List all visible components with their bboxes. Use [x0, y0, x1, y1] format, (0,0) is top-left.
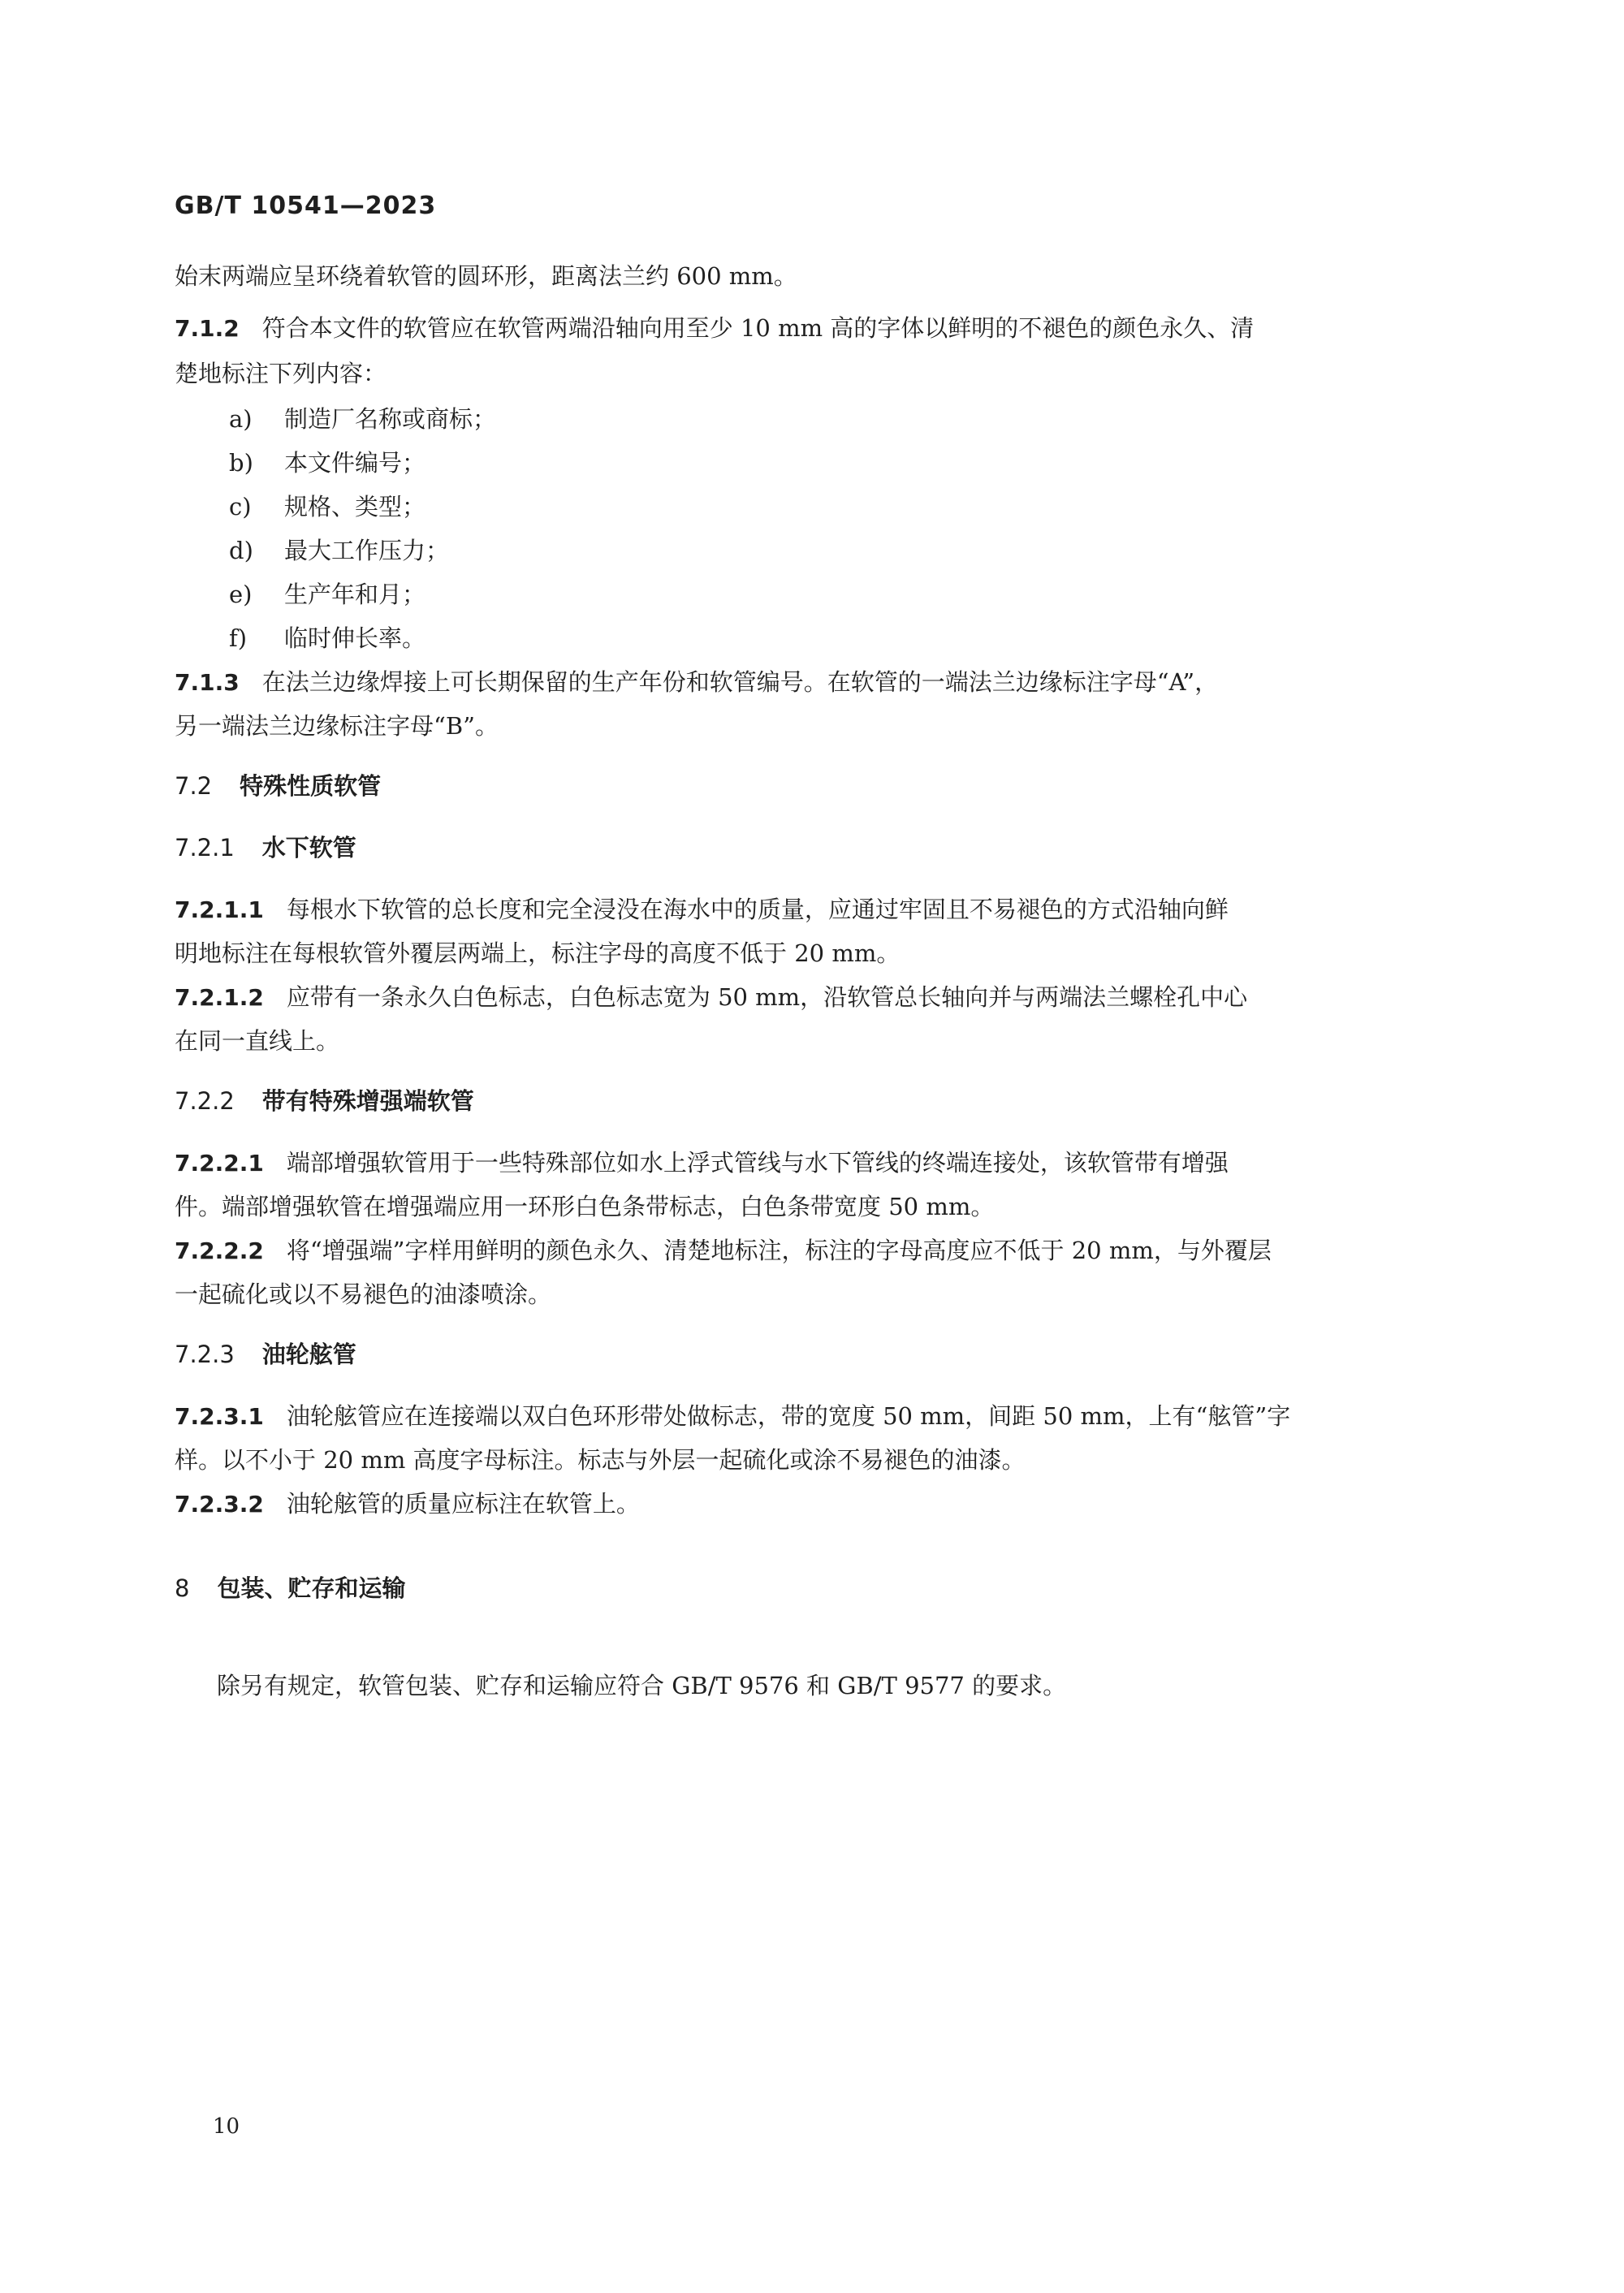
paragraph-line	[175, 1190, 994, 1223]
list-marker: b)	[229, 449, 253, 477]
list-text: 规格、类型；	[284, 493, 426, 520]
heading-title: 油轮舷管	[261, 1341, 356, 1368]
clause-text: 油轮舷管应在连接端以双白色环形带处做标志，带的宽度 50 mm，间距 50 mm，上有“舷管”字	[286, 1402, 1291, 1430]
heading-number: 7.2.2	[175, 1087, 235, 1115]
list-text: 最大工作压力；	[284, 537, 450, 564]
clause-7-1-2	[175, 312, 1254, 345]
section-heading-7-2	[175, 770, 381, 802]
list-item	[229, 447, 425, 479]
page-number: 10	[213, 2114, 240, 2139]
list-item	[229, 622, 425, 654]
list-text: 本文件编号；	[284, 449, 426, 477]
section-heading-7-2-3	[175, 1338, 356, 1371]
text: 楚地标注下列内容：	[175, 360, 387, 387]
clause-number: 7.2.2.1	[175, 1150, 264, 1177]
heading-title: 包装、贮存和运输	[217, 1574, 406, 1602]
clause-7-2-1-2	[175, 981, 1247, 1014]
section-heading-7-2-1	[175, 831, 356, 864]
clause-text: 端部增强软管用于一些特殊部位如水上浮式管线与水下管线的终端连接处，该软管带有增强	[286, 1149, 1229, 1177]
list-marker: c)	[229, 493, 252, 520]
heading-title: 特殊性质软管	[240, 772, 382, 800]
clause-number: 7.2.2.2	[175, 1237, 264, 1264]
text: 除另有规定，软管包装、贮存和运输应符合 GB/T 9576 和 GB/T 9577 的要求。	[217, 1672, 1067, 1699]
heading-number: 7.2.1	[175, 834, 235, 861]
clause-7-2-3-2	[175, 1488, 640, 1521]
paragraph-8	[217, 1669, 1066, 1702]
heading-title: 水下软管	[261, 834, 356, 861]
text: 件。端部增强软管在增强端应用一环形白色条带标志，白色条带宽度 50 mm。	[175, 1193, 995, 1220]
paragraph-line	[175, 260, 797, 292]
text: 样。以不小于 20 mm 高度字母标注。标志与外层一起硫化或涂不易褪色的油漆。	[175, 1446, 1026, 1474]
list-item	[229, 578, 425, 611]
paragraph-line	[175, 710, 499, 742]
list-item	[229, 534, 449, 567]
text: 在同一直线上。	[175, 1027, 340, 1055]
clause-number: 7.2.3.2	[175, 1491, 264, 1518]
clause-7-2-1-1	[175, 893, 1229, 926]
paragraph-line	[175, 937, 900, 969]
clause-7-2-3-1	[175, 1400, 1290, 1433]
list-marker: a)	[229, 405, 253, 433]
list-item	[229, 490, 425, 523]
clause-number: 7.1.3	[175, 669, 240, 696]
text: 明地标注在每根软管外覆层两端上，标注字母的高度不低于 20 mm。	[175, 939, 901, 967]
section-heading-8	[175, 1572, 405, 1604]
list-marker: f)	[229, 624, 248, 652]
heading-number: 8	[175, 1574, 190, 1602]
clause-text: 将“增强端”字样用鲜明的颜色永久、清楚地标注，标注的字母高度应不低于 20 mm，与外覆层	[286, 1237, 1272, 1264]
heading-title: 带有特殊增强端软管	[261, 1087, 474, 1115]
clause-text: 每根水下软管的总长度和完全浸没在海水中的质量，应通过牢固且不易褪色的方式沿轴向鲜	[286, 896, 1229, 923]
clause-text: 符合本文件的软管应在软管两端沿轴向用至少 10 mm 高的字体以鲜明的不褪色的颜色永久、清	[261, 314, 1255, 342]
text: 另一端法兰边缘标注字母“B”。	[175, 712, 499, 740]
clause-number: 7.1.2	[175, 315, 240, 342]
list-text: 临时伸长率。	[284, 624, 426, 652]
text: 一起硫化或以不易褪色的油漆喷涂。	[175, 1280, 552, 1308]
text: 始末两端应呈环绕着软管的圆环形，距离法兰约 600 mm。	[175, 262, 797, 290]
clause-7-2-2-2	[175, 1234, 1272, 1267]
paragraph-line	[175, 1278, 551, 1311]
heading-number: 7.2.3	[175, 1341, 235, 1368]
clause-number: 7.2.1.1	[175, 896, 264, 923]
paragraph-line	[175, 1025, 339, 1057]
list-marker: d)	[229, 537, 253, 564]
list-text: 生产年和月；	[284, 581, 426, 608]
heading-number: 7.2	[175, 772, 213, 800]
list-text: 制造厂名称或商标；	[284, 405, 497, 433]
clause-text: 应带有一条永久白色标志，白色标志宽为 50 mm，沿软管总长轴向并与两端法兰螺栓孔中心	[286, 983, 1248, 1011]
clause-text: 油轮舷管的质量应标注在软管上。	[286, 1490, 640, 1518]
clause-text: 在法兰边缘焊接上可长期保留的生产年份和软管编号。在软管的一端法兰边缘标注字母“A”，	[261, 668, 1219, 696]
clause-number: 7.2.1.2	[175, 984, 264, 1011]
document-id-header: GB/T 10541—2023	[175, 192, 437, 220]
paragraph-line	[175, 357, 387, 390]
list-item	[229, 403, 496, 435]
list-marker: e)	[229, 581, 253, 608]
clause-7-1-3	[175, 666, 1218, 699]
section-heading-7-2-2	[175, 1085, 474, 1117]
clause-number: 7.2.3.1	[175, 1403, 264, 1430]
clause-7-2-2-1	[175, 1146, 1229, 1180]
paragraph-line	[175, 1444, 1026, 1476]
